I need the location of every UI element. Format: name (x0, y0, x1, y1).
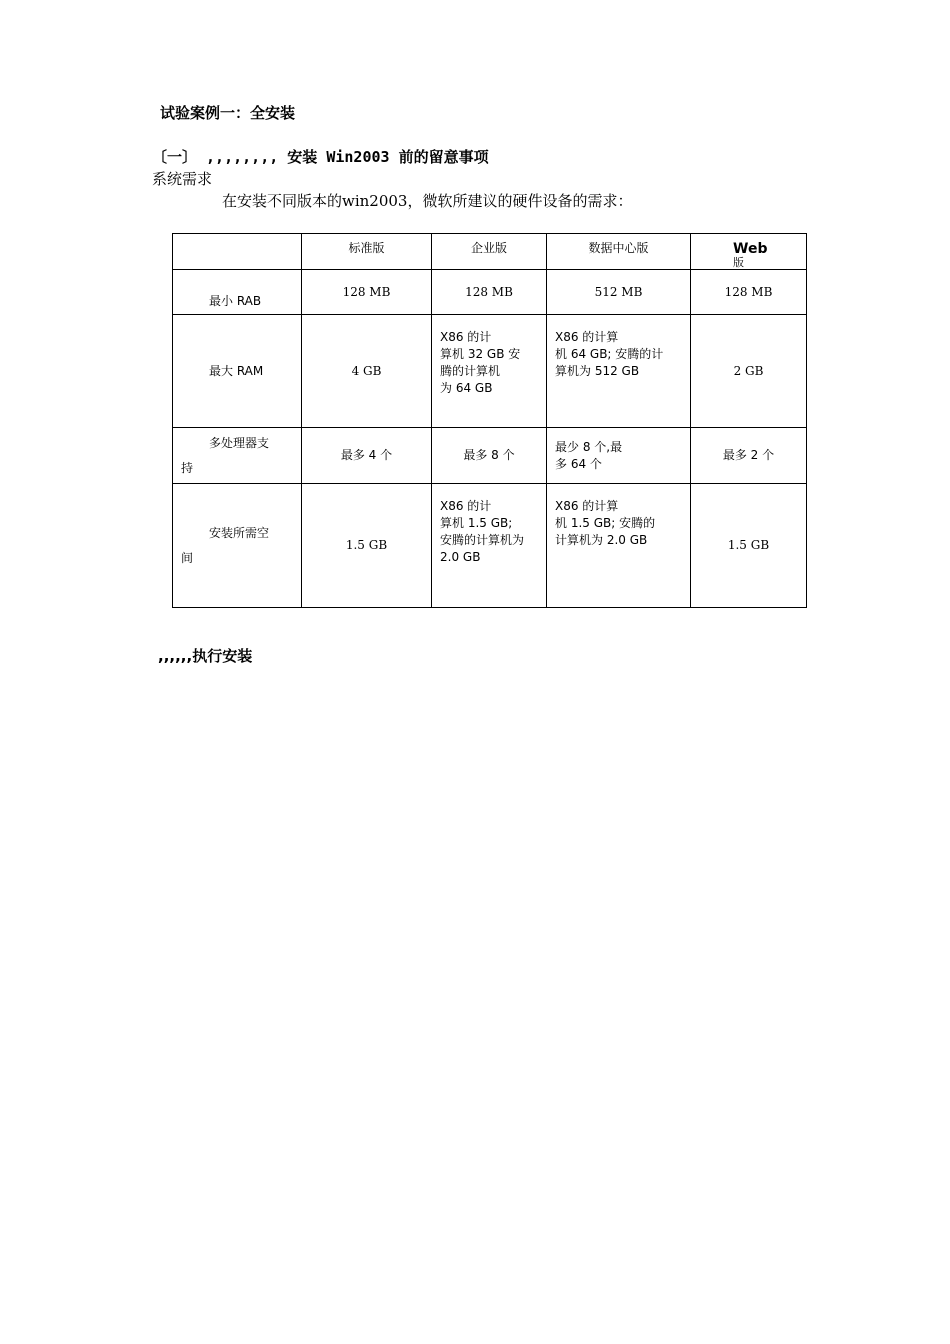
header-web (691, 234, 807, 270)
cell-line: 算机 32 GB 安 (440, 347, 521, 361)
cell-line: X86 的计 (440, 330, 492, 344)
cell-line: 2.0 GB (440, 550, 481, 564)
row-label-line: 间 (181, 550, 194, 565)
header-web-line1: Web (733, 241, 768, 257)
subsection-heading: 〔一〕 ,,,,,,,, 安装 Win2003 前的留意事项 (152, 148, 489, 166)
cell-line: X86 的计算 (555, 330, 619, 344)
table-row (173, 484, 807, 608)
system-requirements-label: 系统需求 (152, 170, 213, 188)
cell-min-ram-web: 128 MB (691, 270, 807, 315)
cell-line: 为 64 GB (440, 381, 493, 395)
section-heading: 试验案例一：全安装 (160, 104, 296, 122)
cell-line: 算机 1.5 GB; (440, 516, 513, 530)
cell-min-ram-enterprise: 128 MB (432, 270, 547, 315)
cell-max-ram-enterprise (432, 315, 547, 428)
header-empty-cell (173, 234, 302, 270)
cell-min-ram-standard: 128 MB (302, 270, 432, 315)
row-label-disk (173, 484, 302, 608)
cell-max-ram-datacenter (547, 315, 691, 428)
table-header-row (173, 234, 807, 270)
cell-disk-web: 1.5 GB (691, 484, 807, 608)
cell-line: 最少 8 个,最 (555, 439, 623, 454)
row-label-line: 持 (181, 460, 194, 475)
cell-line: X86 的计 (440, 499, 492, 513)
table-row (173, 315, 807, 428)
cell-line: 计算机为 2.0 GB (555, 533, 648, 547)
row-label-smp (173, 428, 302, 484)
cell-line: 机 1.5 GB; 安腾的 (555, 516, 656, 530)
hardware-requirements-table (172, 233, 807, 608)
table-row (173, 270, 807, 315)
cell-line: 机 64 GB; 安腾的计 (555, 347, 664, 361)
cell-max-ram-web: 2 GB (691, 315, 807, 428)
header-standard: 标准版 (302, 234, 432, 270)
table-row (173, 428, 807, 484)
row-label-line: 安装所需空 (209, 525, 270, 540)
cell-disk-standard: 1.5 GB (302, 484, 432, 608)
header-web-line2: 版 (733, 256, 744, 269)
header-datacenter: 数据中心版 (547, 234, 691, 270)
header-enterprise: 企业版 (432, 234, 547, 270)
cell-smp-standard: 最多 4 个 (302, 428, 432, 484)
cell-line: 多 64 个 (555, 456, 602, 471)
row-label-min-ram: 最小 RAB (173, 270, 302, 315)
install-heading: ,,,,,,执行安装 (158, 647, 253, 665)
cell-smp-datacenter (547, 428, 691, 484)
cell-smp-enterprise: 最多 8 个 (432, 428, 547, 484)
cell-disk-enterprise (432, 484, 547, 608)
cell-line: 腾的计算机 (440, 364, 501, 378)
cell-disk-datacenter (547, 484, 691, 608)
intro-paragraph: 在安装不同版本的win2003，微软所建议的硬件设备的需求： (222, 192, 633, 210)
cell-line: 算机为 512 GB (555, 364, 640, 378)
cell-max-ram-standard: 4 GB (302, 315, 432, 428)
cell-min-ram-datacenter: 512 MB (547, 270, 691, 315)
row-label-max-ram: 最大 RAM (173, 315, 302, 428)
row-label-line: 多处理器支 (209, 435, 270, 450)
cell-line: 安腾的计算机为 (440, 533, 525, 547)
cell-smp-web: 最多 2 个 (691, 428, 807, 484)
cell-line: X86 的计算 (555, 499, 619, 513)
